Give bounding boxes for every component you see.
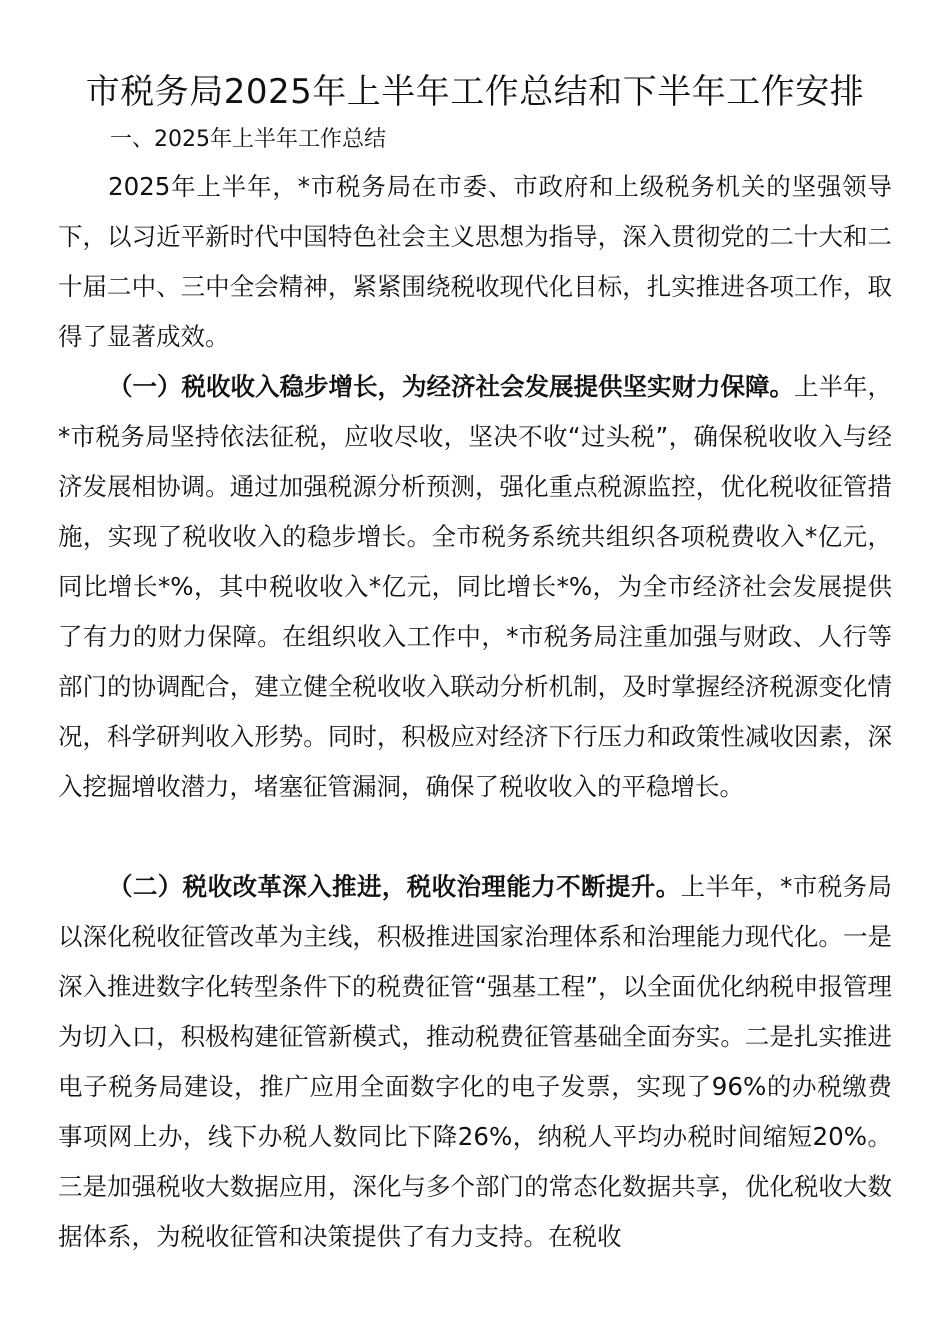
paragraph-tax-revenue [58,362,892,812]
section-heading: 一、2025年上半年工作总结 [110,127,386,152]
document-title: 市税务局2025年上半年工作总结和下半年工作安排 [85,72,865,112]
paragraph-body: 上半年，*市税务局以深化税收征管改革为主线，积极推进国家治理体系和治理能力现代化。一是深入推进数字化转型条件下的税费征管“强基工程”，以全面优化纳税申报管理为切入口，积极构建征管新模式，推动税费征管基础全面夯实。二是扎实推进电子税务局建设，推广应用全面数字化的电子发票，实现了96%的办税缴费事项网上办，线下办税人数同比下降26%，纳税人平均办税时间缩短20%。三是加强税收大数据应用，深化与多个部门的常态化数据共享，优化税收大数据体系，为税收征管和决策提供了有力支持。在税收 [58,872,893,1251]
paragraph-lead: （一）税收收入稳步增长，为经济社会发展提供坚实财力保障。 [108,372,794,401]
paragraph-tax-reform [58,862,892,1262]
paragraph-body: 2025年上半年，*市税务局在市委、市政府和上级税务机关的坚强领导下，以习近平新时代中国特色社会主义思想为指导，深入贯彻党的二十大和二十届二中、三中全会精神，紧紧围绕税收现代化目标，扎实推进各项工作，取得了显著成效。 [58,172,892,351]
paragraph-body: 上半年，*市税务局坚持依法征税，应收尽收，坚决不收“过头税”，确保税收收入与经济发展相协调。通过加强税源分析预测，强化重点税源监控，优化税收征管措施，实现了税收收入的稳步增长。全市税务系统共组织各项税费收入*亿元，同比增长*%，其中税收收入*亿元，同比增长*%，为全市经济社会发展提供了有力的财力保障。在组织收入工作中，*市税务局注重加强与财政、人行等部门的协调配合，建立健全税收收入联动分析机制，及时掌握经济税源变化情况，科学研判收入形势。同时，积极应对经济下行压力和政策性减收因素，深入挖掘增收潜力，堵塞征管漏洞，确保了税收收入的平稳增长。 [58,372,892,801]
paragraph-intro [58,162,892,362]
paragraph-lead: （二）税收改革深入推进，税收治理能力不断提升。 [108,872,681,901]
